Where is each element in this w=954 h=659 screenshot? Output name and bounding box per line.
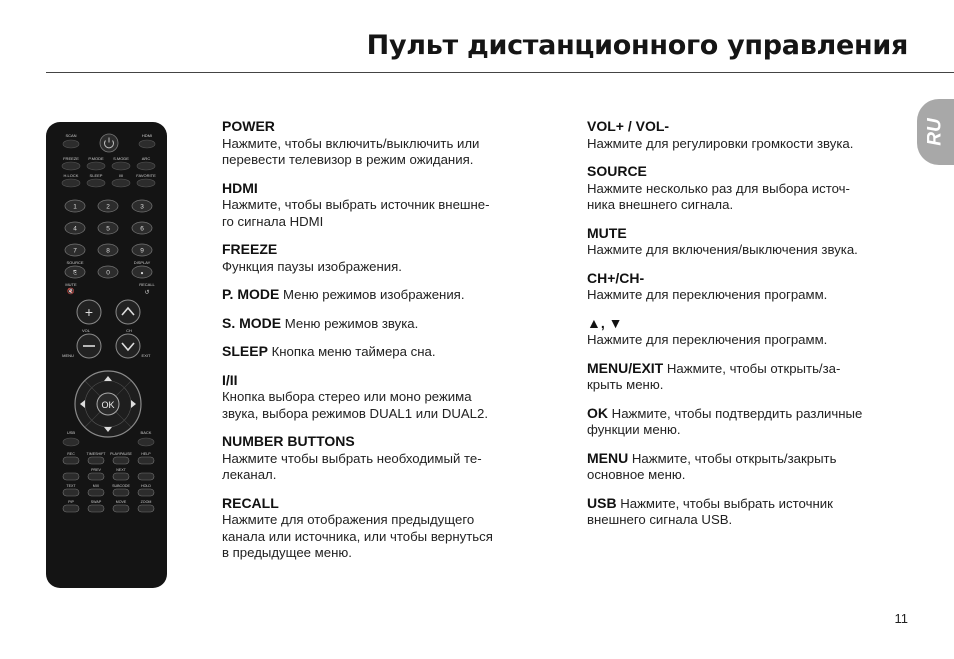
digit-2: 2	[106, 203, 110, 211]
text-label: TEXT	[66, 484, 76, 488]
entry-heading: ▲, ▼	[587, 314, 623, 331]
hdmi-label: HDMI	[141, 133, 153, 138]
entry-heading: I/II	[222, 371, 238, 388]
entry-body-line: леканал.	[222, 467, 277, 482]
description-entry	[587, 225, 907, 259]
recall-icon: ↺	[144, 290, 150, 296]
digit-5: 5	[106, 225, 110, 233]
page-number: 11	[894, 611, 908, 626]
hlock-label: H.LOCK	[63, 173, 79, 178]
source-label: SOURCE	[66, 260, 84, 265]
mute-icon: 🔇	[67, 289, 75, 295]
description-entry	[222, 286, 542, 304]
smode-label: S.MODE	[113, 156, 129, 161]
vol-label: VOL	[81, 328, 91, 333]
entry-heading: NUMBER BUTTONS	[222, 433, 355, 449]
power-button	[100, 134, 118, 152]
digit-1: 1	[73, 203, 77, 211]
entry-body-line: звука, выбора режимов DUAL1 или DUAL2.	[222, 405, 489, 421]
description-entry	[222, 315, 542, 333]
entry-heading: HDMI	[222, 179, 258, 196]
entry-heading: RECALL	[222, 494, 279, 511]
hold-label: HOLD	[141, 484, 151, 488]
description-entry	[222, 180, 542, 231]
entry-body-line: Нажмите, чтобы включить/выключить или	[222, 135, 480, 151]
hdmi-button	[139, 140, 155, 148]
next-label: NEXT	[116, 468, 126, 472]
entry-body-line: Нажмите для переключения программ.	[587, 287, 828, 302]
entry-heading: VOL+ / VOL-	[587, 118, 670, 134]
playpause-label: PLAY/PAUSE	[110, 452, 132, 456]
timeshift-label: TIMESHIFT	[86, 452, 106, 456]
digit-0: 0	[106, 269, 110, 277]
entry-body-line: функции меню.	[587, 422, 681, 437]
left-column	[222, 118, 542, 573]
ch-down-button	[116, 334, 140, 358]
digit-9: 9	[140, 247, 144, 255]
entry-inline-text: Нажмите, чтобы открыть/за-	[663, 360, 841, 376]
entry-heading: S. MODE	[222, 314, 282, 331]
back-label: BACK	[140, 430, 152, 435]
entry-body-line: перевести телевизор в режим ожидания.	[222, 152, 474, 167]
favorite-label: FAVORITE	[136, 173, 156, 178]
entry-body-line: го сигнала HDMI	[222, 213, 324, 229]
entry-body-line: Нажмите чтобы выбрать необходимый те-	[222, 450, 482, 466]
description-entry	[222, 343, 542, 361]
digit-8: 8	[106, 247, 110, 255]
entry-heading: OK	[587, 404, 608, 421]
svg-text:⎘: ⎘	[72, 270, 78, 276]
entry-inline-text: Кнопка меню таймера сна.	[267, 344, 436, 359]
entry-body-line: ника внешнего сигнала.	[587, 197, 734, 212]
pip-label: PIP	[68, 500, 74, 504]
svg-text:●: ●	[140, 270, 144, 277]
entry-heading: SLEEP	[222, 343, 268, 359]
description-entry	[222, 372, 542, 423]
entry-body-line: крыть меню.	[587, 377, 664, 392]
description-entry	[587, 315, 907, 349]
swap-label: SWAP	[90, 500, 102, 504]
description-entry	[587, 163, 907, 214]
scan-button	[63, 140, 79, 148]
description-entry	[587, 118, 907, 152]
description-entry	[587, 450, 907, 484]
move-label: MOVE	[115, 500, 127, 504]
exit-label: EXIT	[141, 353, 151, 358]
arc-label: ARC	[141, 156, 151, 161]
ok-label: OK	[101, 400, 115, 410]
description-entry	[587, 495, 907, 529]
mix-label: MIX	[92, 484, 100, 488]
description-entry	[222, 433, 542, 484]
usb-label: USB	[66, 430, 76, 435]
page-title: Пульт дистанционного управления	[366, 30, 908, 61]
entry-body-line: Нажмите для включения/выключения звука.	[587, 242, 858, 257]
entry-inline-text: Нажмите, чтобы открыть/закрыть	[628, 450, 837, 466]
entry-heading: USB	[587, 494, 617, 511]
entry-heading: MENU	[587, 449, 629, 466]
entry-body-line: Функция паузы изображения.	[222, 258, 402, 274]
entry-body-line: канала или источника, или чтобы вернуться	[222, 528, 493, 544]
ch-label: CH	[126, 328, 132, 333]
menu-label: MENU	[62, 353, 74, 358]
entry-inline-text: Меню режимов изображения.	[279, 287, 465, 302]
recall-label: RECALL	[139, 282, 155, 287]
digit-4: 4	[73, 225, 77, 233]
svg-text:+: +	[84, 304, 94, 320]
entry-body-line: Нажмите несколько раз для выбора источ-	[587, 180, 850, 196]
subcode-label: SUBCODE	[112, 484, 130, 488]
entry-body-line: Нажмите для переключения программ.	[587, 332, 828, 347]
prev-label: PREV	[91, 468, 101, 472]
usb-button	[63, 438, 79, 446]
entry-body-line: Нажмите для отображения предыдущего	[222, 512, 475, 527]
description-entry	[587, 360, 907, 394]
entry-body-line: Кнопка выбора стерео или моно режима	[222, 389, 472, 404]
display-label: DISPLAY	[133, 260, 151, 265]
description-entry	[222, 118, 542, 169]
entry-heading: P. MODE	[222, 286, 280, 302]
help-label: HELP	[141, 452, 151, 456]
entry-body-line: основное меню.	[587, 467, 686, 482]
zoom-label: ZOOM	[140, 500, 152, 504]
remote-control-illustration	[46, 122, 167, 588]
entry-heading: MENU/EXIT	[587, 359, 664, 376]
entry-heading: POWER	[222, 118, 275, 134]
sleep-label: SLEEP	[89, 173, 103, 178]
entry-inline-text: Меню режимов звука.	[281, 315, 419, 331]
description-entry	[222, 495, 542, 562]
mute-label: MUTE	[65, 282, 77, 287]
entry-body-line: внешнего сигнала USB.	[587, 512, 733, 527]
description-entry	[222, 241, 542, 275]
title-divider	[46, 72, 954, 73]
entry-heading: SOURCE	[587, 163, 647, 179]
language-tab	[917, 99, 954, 165]
entry-inline-text: Нажмите, чтобы выбрать источник	[616, 495, 833, 511]
entry-heading: CH+/CH-	[587, 269, 645, 286]
entry-inline-text: Нажмите, чтобы подтвердить различные	[608, 405, 863, 421]
entry-body-line: Нажмите для регулировки громкости звука.	[587, 135, 854, 151]
right-column	[587, 118, 907, 540]
entry-body-line: Нажмите, чтобы выбрать источник внешне-	[222, 197, 490, 212]
scan-label: SCAN	[65, 133, 77, 138]
digit-3: 3	[140, 203, 144, 211]
i-ii-label: I/II	[118, 173, 124, 178]
digit-7: 7	[73, 247, 77, 255]
rec-label: REC	[67, 452, 75, 456]
description-entry	[587, 270, 907, 304]
entry-heading: MUTE	[587, 224, 627, 241]
freeze-label: FREEZE	[63, 156, 79, 161]
description-entry	[587, 405, 907, 439]
entry-heading: FREEZE	[222, 241, 278, 257]
language-label: RU	[924, 118, 946, 146]
digit-6: 6	[140, 225, 144, 233]
back-button	[138, 438, 154, 446]
entry-body-line: в предыдущее меню.	[222, 545, 352, 560]
ch-up-button	[116, 300, 140, 324]
pmode-label: P.MODE	[88, 156, 104, 161]
